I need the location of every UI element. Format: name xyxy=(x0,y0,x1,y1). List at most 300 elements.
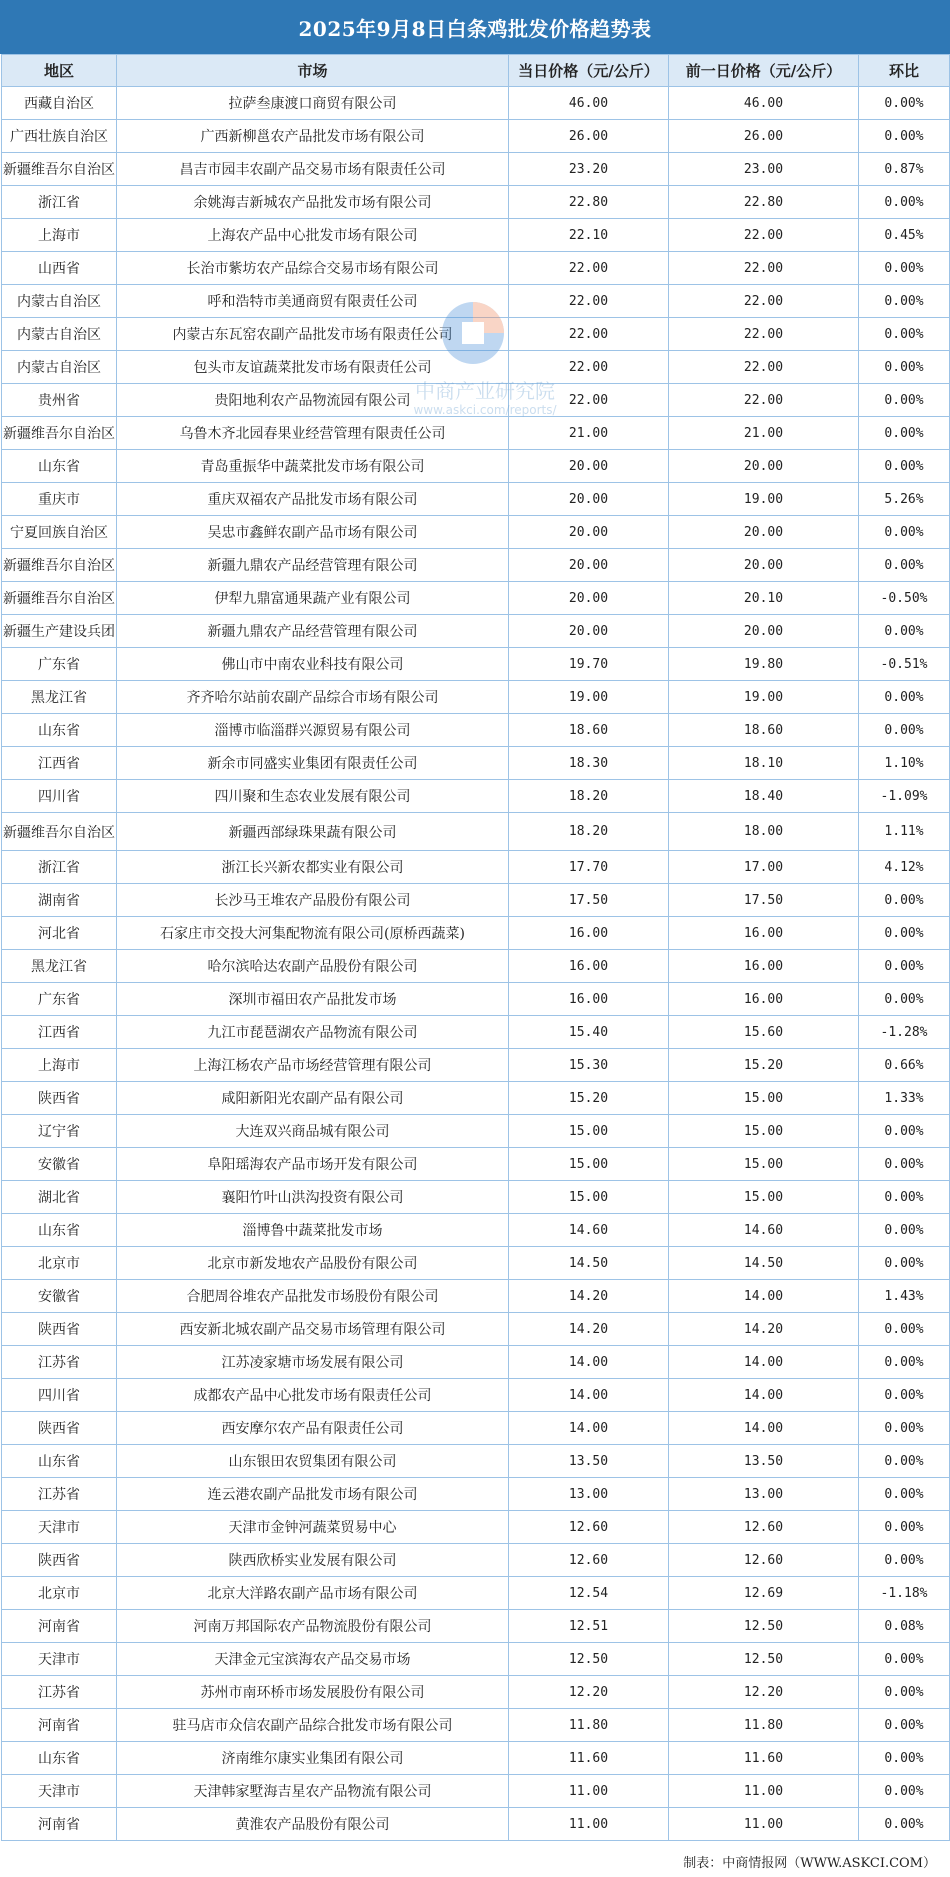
cell-prev-price: 12.20 xyxy=(669,1676,859,1709)
table-row xyxy=(2,1280,950,1313)
cell-market: 长沙马王堆农产品股份有限公司 xyxy=(117,884,509,917)
cell-prev-price: 17.50 xyxy=(669,884,859,917)
cell-market: 淄博市临淄群兴源贸易有限公司 xyxy=(117,714,509,747)
cell-today-price: 22.80 xyxy=(509,186,669,219)
cell-change: 0.00% xyxy=(859,120,950,153)
cell-change: 0.00% xyxy=(859,285,950,318)
cell-region: 河北省 xyxy=(2,917,117,950)
cell-region: 新疆生产建设兵团 xyxy=(2,615,117,648)
cell-prev-price: 12.69 xyxy=(669,1577,859,1610)
cell-change: 0.00% xyxy=(859,950,950,983)
cell-prev-price: 20.00 xyxy=(669,450,859,483)
cell-region: 新疆维吾尔自治区 xyxy=(2,153,117,186)
cell-today-price: 11.80 xyxy=(509,1709,669,1742)
table-row xyxy=(2,1016,950,1049)
table-row xyxy=(2,219,950,252)
cell-change: 0.00% xyxy=(859,450,950,483)
cell-today-price: 11.00 xyxy=(509,1775,669,1808)
cell-change: 0.00% xyxy=(859,1544,950,1577)
cell-market: 广西新柳邕农产品批发市场有限公司 xyxy=(117,120,509,153)
cell-prev-price: 13.00 xyxy=(669,1478,859,1511)
cell-prev-price: 14.00 xyxy=(669,1346,859,1379)
cell-region: 江西省 xyxy=(2,1016,117,1049)
cell-market: 重庆双福农产品批发市场有限公司 xyxy=(117,483,509,516)
cell-region: 浙江省 xyxy=(2,851,117,884)
cell-prev-price: 21.00 xyxy=(669,417,859,450)
header-prev-price: 前一日价格（元/公斤） xyxy=(669,55,859,87)
cell-prev-price: 22.00 xyxy=(669,219,859,252)
cell-prev-price: 18.10 xyxy=(669,747,859,780)
cell-prev-price: 20.00 xyxy=(669,615,859,648)
cell-today-price: 20.00 xyxy=(509,450,669,483)
cell-today-price: 46.00 xyxy=(509,87,669,120)
cell-today-price: 15.00 xyxy=(509,1148,669,1181)
cell-prev-price: 23.00 xyxy=(669,153,859,186)
cell-today-price: 14.60 xyxy=(509,1214,669,1247)
cell-market: 上海农产品中心批发市场有限公司 xyxy=(117,219,509,252)
cell-today-price: 19.00 xyxy=(509,681,669,714)
cell-region: 陕西省 xyxy=(2,1082,117,1115)
cell-region: 黑龙江省 xyxy=(2,681,117,714)
table-row xyxy=(2,1148,950,1181)
cell-region: 广东省 xyxy=(2,648,117,681)
cell-today-price: 14.50 xyxy=(509,1247,669,1280)
table-row xyxy=(2,384,950,417)
cell-today-price: 12.51 xyxy=(509,1610,669,1643)
cell-market: 佛山市中南农业科技有限公司 xyxy=(117,648,509,681)
cell-market: 合肥周谷堆农产品批发市场股份有限公司 xyxy=(117,1280,509,1313)
cell-region: 新疆维吾尔自治区 xyxy=(2,549,117,582)
table-row xyxy=(2,1247,950,1280)
cell-change: 0.00% xyxy=(859,1742,950,1775)
cell-region: 安徽省 xyxy=(2,1148,117,1181)
cell-market: 余姚海吉新城农产品批发市场有限公司 xyxy=(117,186,509,219)
cell-today-price: 16.00 xyxy=(509,950,669,983)
cell-prev-price: 20.10 xyxy=(669,582,859,615)
cell-today-price: 12.60 xyxy=(509,1511,669,1544)
table-row xyxy=(2,1643,950,1676)
cell-change: -0.50% xyxy=(859,582,950,615)
cell-region: 河南省 xyxy=(2,1808,117,1841)
table-row xyxy=(2,884,950,917)
cell-today-price: 19.70 xyxy=(509,648,669,681)
cell-region: 广东省 xyxy=(2,983,117,1016)
cell-today-price: 12.60 xyxy=(509,1544,669,1577)
table-row xyxy=(2,714,950,747)
table-row xyxy=(2,1808,950,1841)
cell-prev-price: 22.00 xyxy=(669,384,859,417)
cell-region: 江苏省 xyxy=(2,1676,117,1709)
cell-change: 0.00% xyxy=(859,549,950,582)
cell-prev-price: 18.00 xyxy=(669,813,859,851)
cell-change: 0.08% xyxy=(859,1610,950,1643)
cell-today-price: 15.00 xyxy=(509,1115,669,1148)
cell-region: 北京市 xyxy=(2,1247,117,1280)
cell-change: -1.28% xyxy=(859,1016,950,1049)
cell-region: 新疆维吾尔自治区 xyxy=(2,582,117,615)
cell-change: 0.00% xyxy=(859,1445,950,1478)
table-row xyxy=(2,851,950,884)
cell-today-price: 18.20 xyxy=(509,780,669,813)
footer-source: 制表：中商情报网（WWW.ASKCI.COM） xyxy=(683,1856,936,1871)
cell-prev-price: 22.00 xyxy=(669,252,859,285)
cell-market: 济南维尔康实业集团有限公司 xyxy=(117,1742,509,1775)
cell-change: 0.00% xyxy=(859,1346,950,1379)
cell-region: 上海市 xyxy=(2,219,117,252)
cell-change: 0.66% xyxy=(859,1049,950,1082)
table-row xyxy=(2,1412,950,1445)
cell-prev-price: 15.60 xyxy=(669,1016,859,1049)
table-row xyxy=(2,1181,950,1214)
table-row xyxy=(2,1478,950,1511)
cell-market: 黄淮农产品股份有限公司 xyxy=(117,1808,509,1841)
cell-change: 0.00% xyxy=(859,1775,950,1808)
table-row xyxy=(2,1445,950,1478)
cell-prev-price: 12.50 xyxy=(669,1610,859,1643)
cell-market: 西安摩尔农产品有限责任公司 xyxy=(117,1412,509,1445)
cell-market: 驻马店市众信农副产品综合批发市场有限公司 xyxy=(117,1709,509,1742)
cell-region: 内蒙古自治区 xyxy=(2,351,117,384)
cell-market: 拉萨叁康渡口商贸有限公司 xyxy=(117,87,509,120)
cell-market: 青岛重振华中蔬菜批发市场有限公司 xyxy=(117,450,509,483)
cell-prev-price: 14.00 xyxy=(669,1412,859,1445)
table-row xyxy=(2,648,950,681)
table-title: 2025年9月8日白条鸡批发价格趋势表 xyxy=(0,0,950,54)
cell-today-price: 15.00 xyxy=(509,1181,669,1214)
table-row xyxy=(2,681,950,714)
cell-change: 0.00% xyxy=(859,1511,950,1544)
cell-market: 河南万邦国际农产品物流股份有限公司 xyxy=(117,1610,509,1643)
cell-region: 山西省 xyxy=(2,252,117,285)
cell-today-price: 17.50 xyxy=(509,884,669,917)
cell-change: 0.00% xyxy=(859,1181,950,1214)
cell-change: 1.33% xyxy=(859,1082,950,1115)
cell-region: 山东省 xyxy=(2,1742,117,1775)
cell-today-price: 18.20 xyxy=(509,813,669,851)
cell-region: 新疆维吾尔自治区 xyxy=(2,813,117,851)
cell-market: 襄阳竹叶山洪沟投资有限公司 xyxy=(117,1181,509,1214)
cell-change: 0.00% xyxy=(859,1709,950,1742)
cell-change: 0.00% xyxy=(859,516,950,549)
cell-region: 重庆市 xyxy=(2,483,117,516)
table-row xyxy=(2,950,950,983)
table-row xyxy=(2,917,950,950)
cell-prev-price: 22.00 xyxy=(669,285,859,318)
cell-region: 天津市 xyxy=(2,1775,117,1808)
cell-prev-price: 14.00 xyxy=(669,1280,859,1313)
cell-prev-price: 17.00 xyxy=(669,851,859,884)
cell-region: 湖南省 xyxy=(2,884,117,917)
cell-prev-price: 22.80 xyxy=(669,186,859,219)
cell-market: 北京大洋路农副产品市场有限公司 xyxy=(117,1577,509,1610)
cell-change: 0.00% xyxy=(859,917,950,950)
cell-today-price: 22.00 xyxy=(509,384,669,417)
cell-market: 新疆西部绿珠果蔬有限公司 xyxy=(117,813,509,851)
header-region: 地区 xyxy=(2,55,117,87)
cell-change: 0.00% xyxy=(859,1379,950,1412)
table-row xyxy=(2,1610,950,1643)
cell-region: 陕西省 xyxy=(2,1544,117,1577)
cell-market: 包头市友谊蔬菜批发市场有限责任公司 xyxy=(117,351,509,384)
cell-market: 浙江长兴新农都实业有限公司 xyxy=(117,851,509,884)
cell-today-price: 22.00 xyxy=(509,285,669,318)
cell-prev-price: 11.00 xyxy=(669,1775,859,1808)
table-row xyxy=(2,1511,950,1544)
cell-today-price: 12.20 xyxy=(509,1676,669,1709)
cell-today-price: 20.00 xyxy=(509,483,669,516)
cell-region: 宁夏回族自治区 xyxy=(2,516,117,549)
cell-change: 0.87% xyxy=(859,153,950,186)
cell-prev-price: 11.60 xyxy=(669,1742,859,1775)
cell-prev-price: 14.50 xyxy=(669,1247,859,1280)
cell-prev-price: 20.00 xyxy=(669,516,859,549)
cell-region: 黑龙江省 xyxy=(2,950,117,983)
cell-region: 山东省 xyxy=(2,1445,117,1478)
cell-market: 江苏凌家塘市场发展有限公司 xyxy=(117,1346,509,1379)
cell-change: -1.18% xyxy=(859,1577,950,1610)
cell-region: 安徽省 xyxy=(2,1280,117,1313)
cell-change: 0.00% xyxy=(859,351,950,384)
cell-change: 4.12% xyxy=(859,851,950,884)
cell-region: 广西壮族自治区 xyxy=(2,120,117,153)
cell-change: 0.00% xyxy=(859,1676,950,1709)
header-change: 环比 xyxy=(859,55,950,87)
cell-change: 1.11% xyxy=(859,813,950,851)
cell-prev-price: 12.50 xyxy=(669,1643,859,1676)
cell-prev-price: 13.50 xyxy=(669,1445,859,1478)
cell-change: 0.00% xyxy=(859,87,950,120)
cell-change: 0.00% xyxy=(859,1412,950,1445)
cell-market: 天津韩家墅海吉星农产品物流有限公司 xyxy=(117,1775,509,1808)
cell-today-price: 20.00 xyxy=(509,582,669,615)
cell-change: 0.00% xyxy=(859,1115,950,1148)
cell-prev-price: 11.80 xyxy=(669,1709,859,1742)
cell-prev-price: 15.00 xyxy=(669,1181,859,1214)
cell-prev-price: 16.00 xyxy=(669,917,859,950)
cell-change: 0.00% xyxy=(859,615,950,648)
cell-today-price: 11.60 xyxy=(509,1742,669,1775)
table-row xyxy=(2,813,950,851)
cell-market: 阜阳瑶海农产品市场开发有限公司 xyxy=(117,1148,509,1181)
cell-today-price: 14.20 xyxy=(509,1280,669,1313)
cell-prev-price: 11.00 xyxy=(669,1808,859,1841)
cell-region: 陕西省 xyxy=(2,1313,117,1346)
cell-region: 北京市 xyxy=(2,1577,117,1610)
table-row xyxy=(2,87,950,120)
cell-change: 1.10% xyxy=(859,747,950,780)
price-table xyxy=(1,54,950,1841)
cell-market: 天津金元宝滨海农产品交易市场 xyxy=(117,1643,509,1676)
cell-change: -1.09% xyxy=(859,780,950,813)
cell-region: 辽宁省 xyxy=(2,1115,117,1148)
cell-prev-price: 19.80 xyxy=(669,648,859,681)
cell-today-price: 20.00 xyxy=(509,516,669,549)
cell-market: 乌鲁木齐北园春果业经营管理有限责任公司 xyxy=(117,417,509,450)
cell-market: 内蒙古东瓦窑农副产品批发市场有限责任公司 xyxy=(117,318,509,351)
cell-prev-price: 12.60 xyxy=(669,1511,859,1544)
cell-region: 江苏省 xyxy=(2,1478,117,1511)
cell-change: 0.00% xyxy=(859,1808,950,1841)
cell-change: 0.00% xyxy=(859,318,950,351)
table-row xyxy=(2,483,950,516)
cell-change: 0.00% xyxy=(859,681,950,714)
cell-change: 0.00% xyxy=(859,983,950,1016)
cell-market: 九江市琵琶湖农产品物流有限公司 xyxy=(117,1016,509,1049)
cell-change: 0.45% xyxy=(859,219,950,252)
cell-prev-price: 22.00 xyxy=(669,318,859,351)
table-row xyxy=(2,1115,950,1148)
cell-today-price: 14.20 xyxy=(509,1313,669,1346)
cell-change: 0.00% xyxy=(859,384,950,417)
table-row xyxy=(2,1742,950,1775)
cell-today-price: 16.00 xyxy=(509,983,669,1016)
cell-prev-price: 18.40 xyxy=(669,780,859,813)
cell-market: 成都农产品中心批发市场有限责任公司 xyxy=(117,1379,509,1412)
cell-change: 5.26% xyxy=(859,483,950,516)
cell-today-price: 12.50 xyxy=(509,1643,669,1676)
table-row xyxy=(2,1214,950,1247)
cell-market: 昌吉市园丰农副产品交易市场有限责任公司 xyxy=(117,153,509,186)
cell-today-price: 26.00 xyxy=(509,120,669,153)
cell-region: 贵州省 xyxy=(2,384,117,417)
cell-prev-price: 15.20 xyxy=(669,1049,859,1082)
cell-region: 陕西省 xyxy=(2,1412,117,1445)
cell-market: 连云港农副产品批发市场有限公司 xyxy=(117,1478,509,1511)
cell-market: 天津市金钟河蔬菜贸易中心 xyxy=(117,1511,509,1544)
cell-market: 上海江杨农产品市场经营管理有限公司 xyxy=(117,1049,509,1082)
cell-market: 深圳市福田农产品批发市场 xyxy=(117,983,509,1016)
cell-today-price: 13.50 xyxy=(509,1445,669,1478)
cell-today-price: 21.00 xyxy=(509,417,669,450)
cell-prev-price: 14.20 xyxy=(669,1313,859,1346)
cell-region: 河南省 xyxy=(2,1709,117,1742)
cell-today-price: 13.00 xyxy=(509,1478,669,1511)
cell-today-price: 18.60 xyxy=(509,714,669,747)
table-row xyxy=(2,549,950,582)
table-row xyxy=(2,1346,950,1379)
cell-change: 0.00% xyxy=(859,1148,950,1181)
cell-today-price: 16.00 xyxy=(509,917,669,950)
table-row xyxy=(2,1775,950,1808)
cell-change: 0.00% xyxy=(859,884,950,917)
table-row xyxy=(2,780,950,813)
cell-today-price: 15.40 xyxy=(509,1016,669,1049)
cell-prev-price: 20.00 xyxy=(669,549,859,582)
cell-change: 0.00% xyxy=(859,186,950,219)
table-row xyxy=(2,285,950,318)
cell-region: 江苏省 xyxy=(2,1346,117,1379)
cell-region: 西藏自治区 xyxy=(2,87,117,120)
table-row xyxy=(2,153,950,186)
cell-change: 0.00% xyxy=(859,1247,950,1280)
cell-change: 1.43% xyxy=(859,1280,950,1313)
table-row xyxy=(2,983,950,1016)
cell-market: 吴忠市鑫鲜农副产品市场有限公司 xyxy=(117,516,509,549)
cell-market: 大连双兴商品城有限公司 xyxy=(117,1115,509,1148)
cell-region: 四川省 xyxy=(2,780,117,813)
cell-today-price: 11.00 xyxy=(509,1808,669,1841)
header-row xyxy=(2,55,950,87)
cell-region: 湖北省 xyxy=(2,1181,117,1214)
table-row xyxy=(2,1313,950,1346)
cell-market: 淄博鲁中蔬菜批发市场 xyxy=(117,1214,509,1247)
cell-today-price: 17.70 xyxy=(509,851,669,884)
watermark-text: 中商产业研究院 xyxy=(415,379,555,403)
cell-market: 新疆九鼎农产品经营管理有限公司 xyxy=(117,549,509,582)
cell-region: 浙江省 xyxy=(2,186,117,219)
cell-region: 内蒙古自治区 xyxy=(2,318,117,351)
table-row xyxy=(2,1709,950,1742)
header-today-price: 当日价格（元/公斤） xyxy=(509,55,669,87)
cell-prev-price: 18.60 xyxy=(669,714,859,747)
table-body xyxy=(2,87,950,1841)
table-row xyxy=(2,1544,950,1577)
cell-region: 山东省 xyxy=(2,450,117,483)
cell-region: 新疆维吾尔自治区 xyxy=(2,417,117,450)
cell-change: 0.00% xyxy=(859,714,950,747)
cell-change: 0.00% xyxy=(859,1478,950,1511)
cell-prev-price: 22.00 xyxy=(669,351,859,384)
cell-region: 山东省 xyxy=(2,1214,117,1247)
table-row xyxy=(2,582,950,615)
cell-change: 0.00% xyxy=(859,1313,950,1346)
cell-market: 四川聚和生态农业发展有限公司 xyxy=(117,780,509,813)
cell-prev-price: 15.00 xyxy=(669,1082,859,1115)
cell-prev-price: 16.00 xyxy=(669,983,859,1016)
cell-change: 0.00% xyxy=(859,1643,950,1676)
cell-today-price: 20.00 xyxy=(509,615,669,648)
cell-region: 上海市 xyxy=(2,1049,117,1082)
cell-today-price: 14.00 xyxy=(509,1379,669,1412)
cell-market: 长治市紫坊农产品综合交易市场有限公司 xyxy=(117,252,509,285)
cell-region: 河南省 xyxy=(2,1610,117,1643)
cell-today-price: 22.00 xyxy=(509,252,669,285)
cell-market: 西安新北城农副产品交易市场管理有限公司 xyxy=(117,1313,509,1346)
table-row xyxy=(2,1379,950,1412)
cell-prev-price: 14.00 xyxy=(669,1379,859,1412)
cell-today-price: 22.00 xyxy=(509,318,669,351)
cell-region: 江西省 xyxy=(2,747,117,780)
cell-market: 呼和浩特市美通商贸有限责任公司 xyxy=(117,285,509,318)
table-row xyxy=(2,417,950,450)
cell-market: 咸阳新阳光农副产品有限公司 xyxy=(117,1082,509,1115)
cell-region: 内蒙古自治区 xyxy=(2,285,117,318)
table-row xyxy=(2,252,950,285)
cell-change: 0.00% xyxy=(859,417,950,450)
cell-today-price: 14.00 xyxy=(509,1412,669,1445)
cell-market: 哈尔滨哈达农副产品股份有限公司 xyxy=(117,950,509,983)
cell-prev-price: 19.00 xyxy=(669,681,859,714)
cell-prev-price: 19.00 xyxy=(669,483,859,516)
cell-today-price: 22.10 xyxy=(509,219,669,252)
cell-today-price: 15.20 xyxy=(509,1082,669,1115)
cell-today-price: 14.00 xyxy=(509,1346,669,1379)
cell-region: 天津市 xyxy=(2,1643,117,1676)
table-row xyxy=(2,516,950,549)
cell-market: 新余市同盛实业集团有限责任公司 xyxy=(117,747,509,780)
cell-change: -0.51% xyxy=(859,648,950,681)
table-row xyxy=(2,186,950,219)
table-row xyxy=(2,615,950,648)
footer xyxy=(0,1846,950,1877)
cell-prev-price: 46.00 xyxy=(669,87,859,120)
cell-market: 伊犁九鼎富通果蔬产业有限公司 xyxy=(117,582,509,615)
cell-market: 贵阳地利农产品物流园有限公司 xyxy=(117,384,509,417)
cell-today-price: 15.30 xyxy=(509,1049,669,1082)
cell-prev-price: 26.00 xyxy=(669,120,859,153)
table-row xyxy=(2,1049,950,1082)
table-row xyxy=(2,1676,950,1709)
